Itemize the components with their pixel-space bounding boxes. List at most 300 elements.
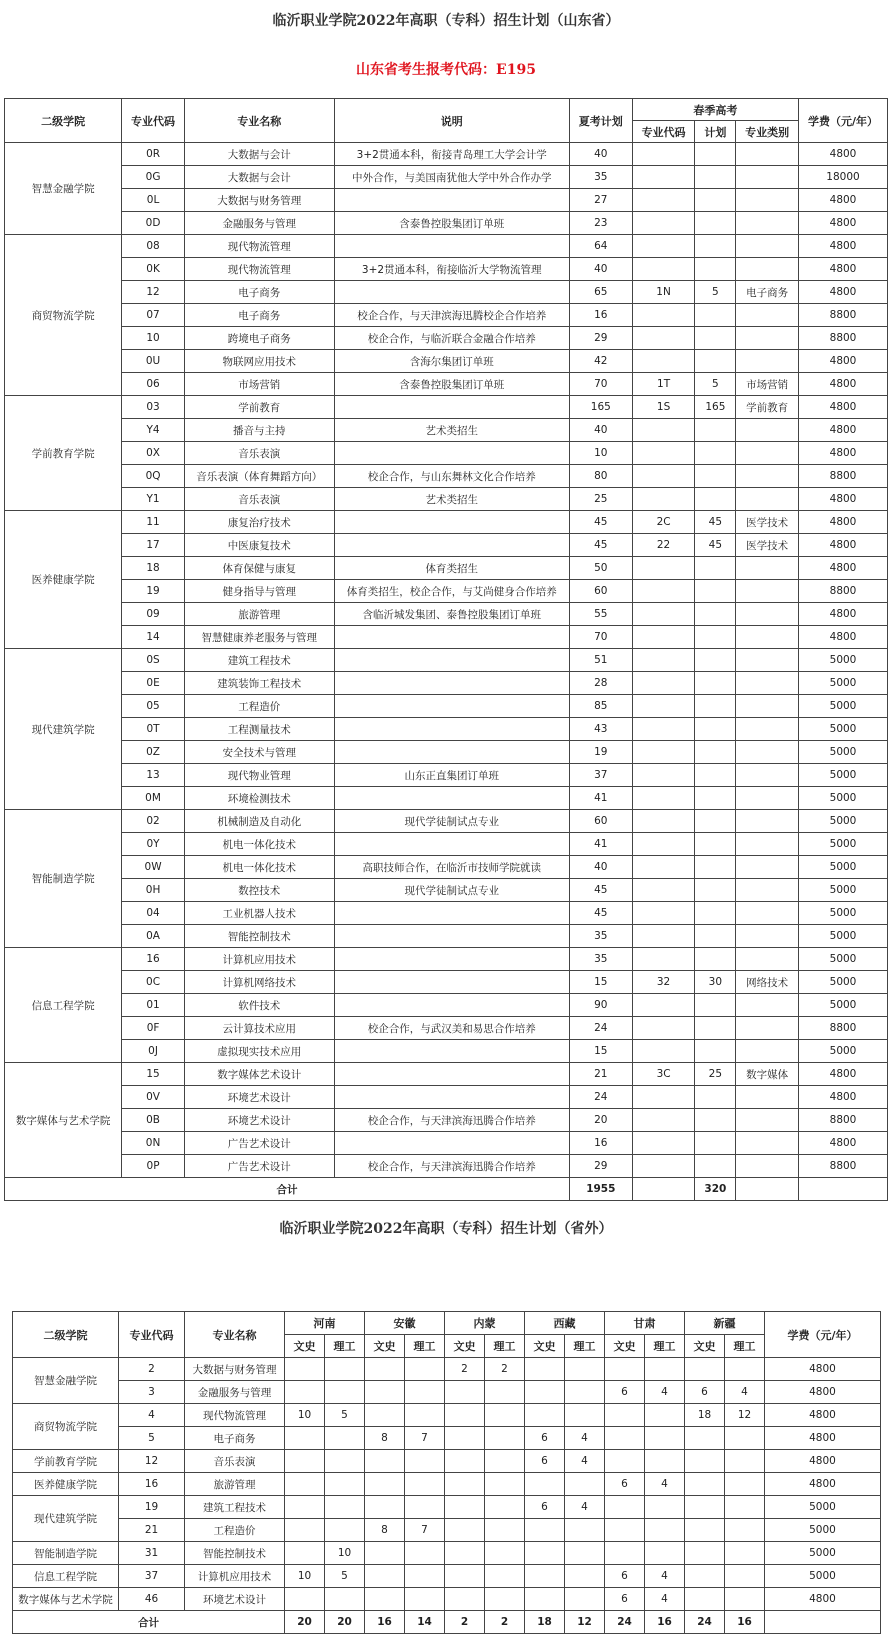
major-name-cell: 物联网应用技术 — [184, 350, 334, 373]
total-quota-cell: 24 — [685, 1611, 725, 1634]
spring-code-cell — [632, 488, 695, 511]
spring-category-cell: 医学技术 — [736, 511, 799, 534]
spring-code-cell — [632, 189, 695, 212]
major-code-cell: 05 — [122, 695, 185, 718]
college-cell: 数字媒体与艺术学院 — [13, 1588, 119, 1611]
quota-cell — [485, 1427, 525, 1450]
quota-cell — [405, 1565, 445, 1588]
quota-cell — [525, 1473, 565, 1496]
summer-plan-cell: 27 — [569, 189, 632, 212]
quota-cell — [405, 1496, 445, 1519]
spring-plan-cell — [695, 1086, 736, 1109]
major-name-cell: 电子商务 — [184, 281, 334, 304]
fee-cell: 4800 — [799, 212, 888, 235]
table-row — [5, 557, 888, 580]
table-row — [5, 833, 888, 856]
fee-cell: 4800 — [765, 1588, 881, 1611]
note-cell: 中外合作，与美国南犹他大学中外合作办学 — [334, 166, 569, 189]
note-cell — [334, 442, 569, 465]
header-spring-exam: 春季高考 — [632, 99, 798, 121]
quota-cell: 5 — [325, 1404, 365, 1427]
table-row — [13, 1496, 881, 1519]
major-code-cell: 0S — [122, 649, 185, 672]
quota-cell: 4 — [645, 1473, 685, 1496]
note-cell — [334, 1040, 569, 1063]
spring-code-cell — [632, 948, 695, 971]
quota-cell — [365, 1588, 405, 1611]
header-college: 二级学院 — [5, 99, 122, 143]
spring-category-cell — [736, 465, 799, 488]
major-code-cell: 0X — [122, 442, 185, 465]
table-row — [5, 143, 888, 166]
quota-cell — [645, 1519, 685, 1542]
quota-cell — [325, 1519, 365, 1542]
note-cell — [334, 902, 569, 925]
note-cell: 3+2贯通本科，衔接青岛理工大学会计学 — [334, 143, 569, 166]
quota-cell — [725, 1565, 765, 1588]
table-row — [5, 235, 888, 258]
major-name-cell: 广告艺术设计 — [184, 1132, 334, 1155]
college-cell: 数字媒体与艺术学院 — [5, 1063, 122, 1178]
major-name-cell: 智慧健康养老服务与管理 — [184, 626, 334, 649]
note-cell: 高职技师合作，在临沂市技师学院就读 — [334, 856, 569, 879]
summer-plan-cell: 70 — [569, 626, 632, 649]
spring-plan-cell — [695, 304, 736, 327]
header2-major: 专业名称 — [185, 1312, 285, 1358]
table-row — [5, 810, 888, 833]
quota-cell — [525, 1404, 565, 1427]
quota-cell — [405, 1542, 445, 1565]
fee-cell: 5000 — [799, 741, 888, 764]
note-cell: 校企合作，与天津滨海迅腾合作培养 — [334, 1155, 569, 1178]
spring-code-cell: 32 — [632, 971, 695, 994]
quota-cell — [325, 1473, 365, 1496]
note-cell — [334, 1086, 569, 1109]
quota-cell: 6 — [525, 1450, 565, 1473]
fee-cell: 4800 — [799, 281, 888, 304]
quota-cell: 18 — [685, 1404, 725, 1427]
spring-code-cell — [632, 603, 695, 626]
major-name-cell: 大数据与会计 — [184, 166, 334, 189]
quota-cell — [405, 1381, 445, 1404]
summer-plan-cell: 35 — [569, 925, 632, 948]
table-row — [5, 327, 888, 350]
major-code-cell: 2 — [119, 1358, 185, 1381]
fee-cell: 4800 — [799, 143, 888, 166]
spring-plan-cell — [695, 465, 736, 488]
major-name-cell: 播音与主持 — [184, 419, 334, 442]
table-row — [5, 879, 888, 902]
quota-cell — [685, 1542, 725, 1565]
note-cell — [334, 235, 569, 258]
note-cell — [334, 1132, 569, 1155]
major-name-cell: 虚拟现实技术应用 — [184, 1040, 334, 1063]
header-summer-plan: 夏考计划 — [569, 99, 632, 143]
quota-cell — [725, 1473, 765, 1496]
fee-cell: 4800 — [799, 442, 888, 465]
quota-cell: 6 — [605, 1588, 645, 1611]
major-code-cell: 0F — [122, 1017, 185, 1040]
college-cell: 商贸物流学院 — [13, 1404, 119, 1450]
table-row — [5, 1017, 888, 1040]
table-row — [5, 189, 888, 212]
quota-cell — [365, 1358, 405, 1381]
note-cell — [334, 626, 569, 649]
major-code-cell: 03 — [122, 396, 185, 419]
quota-cell: 4 — [645, 1565, 685, 1588]
spring-category-cell — [736, 948, 799, 971]
quota-cell: 2 — [445, 1358, 485, 1381]
other-provinces-plan-body — [13, 1358, 881, 1634]
quota-cell — [685, 1519, 725, 1542]
spring-category-cell — [736, 810, 799, 833]
quota-cell — [685, 1450, 725, 1473]
total-quota-cell: 14 — [405, 1611, 445, 1634]
quota-cell: 5 — [325, 1565, 365, 1588]
fee-cell: 5000 — [799, 787, 888, 810]
spring-plan-cell — [695, 879, 736, 902]
table-row — [5, 902, 888, 925]
header-major: 专业名称 — [184, 99, 334, 143]
page-title-other-provinces: 临沂职业学院2022年高职（专科）招生计划（省外） — [279, 1221, 613, 1237]
quota-cell — [565, 1473, 605, 1496]
fee-cell: 4800 — [799, 235, 888, 258]
header2-province-henan: 河南 — [285, 1312, 365, 1335]
major-code-cell: 16 — [122, 948, 185, 971]
spring-code-cell — [632, 649, 695, 672]
major-name-cell: 音乐表演 — [185, 1450, 285, 1473]
quota-cell — [525, 1542, 565, 1565]
spring-code-cell — [632, 166, 695, 189]
fee-cell: 4800 — [765, 1381, 881, 1404]
note-cell — [334, 672, 569, 695]
major-name-cell: 现代物流管理 — [184, 258, 334, 281]
spring-plan-cell: 5 — [695, 281, 736, 304]
spring-category-cell — [736, 442, 799, 465]
spring-plan-cell — [695, 787, 736, 810]
quota-cell — [565, 1404, 605, 1427]
major-code-cell: 0C — [122, 971, 185, 994]
major-code-cell: 0N — [122, 1132, 185, 1155]
quota-cell — [365, 1496, 405, 1519]
spring-category-cell — [736, 718, 799, 741]
fee-cell: 4800 — [799, 1063, 888, 1086]
major-name-cell: 电子商务 — [185, 1427, 285, 1450]
spring-code-cell — [632, 465, 695, 488]
total-quota-cell: 16 — [645, 1611, 685, 1634]
spring-code-cell — [632, 810, 695, 833]
table-row — [5, 994, 888, 1017]
quota-cell — [525, 1565, 565, 1588]
total-label: 合计 — [13, 1611, 285, 1634]
fee-cell: 8800 — [799, 1109, 888, 1132]
fee-cell: 4800 — [765, 1450, 881, 1473]
major-code-cell: Y4 — [122, 419, 185, 442]
table-row — [5, 419, 888, 442]
table-row — [5, 764, 888, 787]
fee-cell: 4800 — [799, 189, 888, 212]
quota-cell — [725, 1542, 765, 1565]
spring-code-cell: 3C — [632, 1063, 695, 1086]
note-cell: 体育类招生 — [334, 557, 569, 580]
header-code: 专业代码 — [122, 99, 185, 143]
header2-li: 理工 — [325, 1335, 365, 1358]
spring-plan-cell — [695, 856, 736, 879]
major-name-cell: 电子商务 — [184, 304, 334, 327]
spring-plan-cell — [695, 948, 736, 971]
fee-cell: 4800 — [799, 534, 888, 557]
fee-cell: 5000 — [799, 879, 888, 902]
fee-cell: 4800 — [765, 1473, 881, 1496]
note-cell — [334, 718, 569, 741]
note-cell: 现代学徒制试点专业 — [334, 879, 569, 902]
total-spring-plan: 320 — [695, 1178, 736, 1201]
header2-wen: 文史 — [445, 1335, 485, 1358]
spring-plan-cell — [695, 764, 736, 787]
spring-code-cell — [632, 1109, 695, 1132]
quota-cell — [605, 1404, 645, 1427]
fee-cell: 8800 — [799, 327, 888, 350]
spring-category-cell — [736, 557, 799, 580]
summer-plan-cell: 55 — [569, 603, 632, 626]
major-name-cell: 安全技术与管理 — [184, 741, 334, 764]
quota-cell — [365, 1381, 405, 1404]
summer-plan-cell: 45 — [569, 879, 632, 902]
quota-cell: 4 — [565, 1496, 605, 1519]
summer-plan-cell: 51 — [569, 649, 632, 672]
spring-code-cell: 22 — [632, 534, 695, 557]
spring-category-cell — [736, 1017, 799, 1040]
summer-plan-cell: 60 — [569, 580, 632, 603]
quota-cell — [645, 1450, 685, 1473]
fee-cell: 8800 — [799, 304, 888, 327]
quota-cell — [605, 1358, 645, 1381]
quota-cell — [325, 1496, 365, 1519]
spring-code-cell — [632, 580, 695, 603]
major-code-cell: 01 — [122, 994, 185, 1017]
major-code-cell: 0E — [122, 672, 185, 695]
quota-cell — [525, 1381, 565, 1404]
header2-code: 专业代码 — [119, 1312, 185, 1358]
quota-cell — [685, 1473, 725, 1496]
spring-plan-cell — [695, 1132, 736, 1155]
quota-cell — [605, 1450, 645, 1473]
spring-category-cell: 数字媒体 — [736, 1063, 799, 1086]
spring-category-cell — [736, 1040, 799, 1063]
quota-cell — [405, 1404, 445, 1427]
header2-college: 二级学院 — [13, 1312, 119, 1358]
header-spring-category: 专业类别 — [736, 121, 799, 143]
spring-category-cell — [736, 143, 799, 166]
table-row — [5, 695, 888, 718]
total-fee — [799, 1178, 888, 1201]
quota-cell — [485, 1588, 525, 1611]
spring-plan-cell — [695, 212, 736, 235]
quota-cell: 6 — [605, 1473, 645, 1496]
spring-category-cell — [736, 1155, 799, 1178]
major-name-cell: 智能控制技术 — [184, 925, 334, 948]
summer-plan-cell: 35 — [569, 166, 632, 189]
total-quota-cell: 16 — [365, 1611, 405, 1634]
spring-plan-cell — [695, 649, 736, 672]
spring-plan-cell — [695, 189, 736, 212]
quota-cell — [485, 1542, 525, 1565]
note-cell — [334, 971, 569, 994]
major-code-cell: 08 — [122, 235, 185, 258]
quota-cell — [565, 1542, 605, 1565]
spring-category-cell — [736, 741, 799, 764]
summer-plan-cell: 41 — [569, 833, 632, 856]
quota-cell — [485, 1404, 525, 1427]
major-code-cell: 04 — [122, 902, 185, 925]
quota-cell — [445, 1473, 485, 1496]
quota-cell — [685, 1358, 725, 1381]
quota-cell — [605, 1427, 645, 1450]
major-code-cell: 10 — [122, 327, 185, 350]
fee-cell: 5000 — [799, 948, 888, 971]
header-note: 说明 — [334, 99, 569, 143]
major-code-cell: 12 — [122, 281, 185, 304]
quota-cell — [485, 1519, 525, 1542]
fee-cell: 5000 — [765, 1542, 881, 1565]
total-quota-cell: 2 — [485, 1611, 525, 1634]
fee-cell: 5000 — [799, 649, 888, 672]
spring-category-cell — [736, 166, 799, 189]
spring-code-cell: 2C — [632, 511, 695, 534]
major-name-cell: 康复治疗技术 — [184, 511, 334, 534]
quota-cell: 6 — [525, 1496, 565, 1519]
summer-plan-cell: 15 — [569, 971, 632, 994]
header2-li: 理工 — [725, 1335, 765, 1358]
spring-category-cell: 电子商务 — [736, 281, 799, 304]
quota-cell — [325, 1381, 365, 1404]
fee-cell: 5000 — [799, 764, 888, 787]
spring-code-cell — [632, 1017, 695, 1040]
major-name-cell: 建筑工程技术 — [184, 649, 334, 672]
summer-plan-cell: 37 — [569, 764, 632, 787]
spring-category-cell — [736, 189, 799, 212]
college-cell: 商贸物流学院 — [5, 235, 122, 396]
note-cell — [334, 925, 569, 948]
summer-plan-cell: 15 — [569, 1040, 632, 1063]
spring-code-cell — [632, 925, 695, 948]
fee-cell: 5000 — [765, 1565, 881, 1588]
header2-province-anhui: 安徽 — [365, 1312, 445, 1335]
summer-plan-cell: 64 — [569, 235, 632, 258]
spring-code-cell — [632, 419, 695, 442]
fee-cell: 8800 — [799, 1155, 888, 1178]
major-name-cell: 跨境电子商务 — [184, 327, 334, 350]
note-cell — [334, 649, 569, 672]
quota-cell — [725, 1358, 765, 1381]
quota-cell — [365, 1450, 405, 1473]
major-code-cell: 3 — [119, 1381, 185, 1404]
table-row — [5, 856, 888, 879]
fee-cell: 5000 — [765, 1519, 881, 1542]
spring-category-cell — [736, 212, 799, 235]
summer-plan-cell: 20 — [569, 1109, 632, 1132]
table-row — [5, 442, 888, 465]
note-cell — [334, 994, 569, 1017]
major-name-cell: 工程造价 — [184, 695, 334, 718]
quota-cell — [325, 1427, 365, 1450]
note-cell — [334, 511, 569, 534]
summer-plan-cell: 29 — [569, 327, 632, 350]
note-cell: 含泰鲁控股集团订单班 — [334, 373, 569, 396]
total-label: 合计 — [5, 1178, 570, 1201]
fee-cell: 4800 — [765, 1358, 881, 1381]
spring-code-cell — [632, 695, 695, 718]
spring-category-cell: 医学技术 — [736, 534, 799, 557]
table-row — [5, 396, 888, 419]
spring-code-cell — [632, 143, 695, 166]
major-name-cell: 学前教育 — [184, 396, 334, 419]
spring-plan-cell — [695, 327, 736, 350]
other-provinces-plan-table — [12, 1311, 881, 1634]
spring-plan-cell — [695, 626, 736, 649]
fee-cell: 18000 — [799, 166, 888, 189]
table-row — [5, 166, 888, 189]
spring-plan-cell — [695, 603, 736, 626]
spring-category-cell — [736, 1109, 799, 1132]
major-name-cell: 音乐表演（体育舞蹈方向） — [184, 465, 334, 488]
spring-category-cell — [736, 304, 799, 327]
shandong-plan-table — [4, 98, 888, 1201]
quota-cell — [445, 1588, 485, 1611]
header2-province-neimeng: 内蒙 — [445, 1312, 525, 1335]
quota-cell — [565, 1588, 605, 1611]
quota-cell — [525, 1519, 565, 1542]
summer-plan-cell: 16 — [569, 1132, 632, 1155]
major-code-cell: 09 — [122, 603, 185, 626]
spring-code-cell — [632, 1040, 695, 1063]
major-name-cell: 大数据与财务管理 — [184, 189, 334, 212]
major-name-cell: 旅游管理 — [184, 603, 334, 626]
major-code-cell: 37 — [119, 1565, 185, 1588]
major-name-cell: 金融服务与管理 — [185, 1381, 285, 1404]
fee-cell: 5000 — [799, 902, 888, 925]
major-name-cell: 现代物业管理 — [184, 764, 334, 787]
quota-cell — [285, 1496, 325, 1519]
quota-cell — [285, 1542, 325, 1565]
fee-cell: 5000 — [799, 672, 888, 695]
header2-li: 理工 — [565, 1335, 605, 1358]
major-code-cell: 46 — [119, 1588, 185, 1611]
fee-cell: 5000 — [799, 925, 888, 948]
major-name-cell: 数字媒体艺术设计 — [184, 1063, 334, 1086]
quota-cell — [725, 1519, 765, 1542]
quota-cell: 10 — [285, 1404, 325, 1427]
fee-cell: 4800 — [765, 1427, 881, 1450]
summer-plan-cell: 45 — [569, 902, 632, 925]
quota-cell: 2 — [485, 1358, 525, 1381]
quota-cell — [445, 1542, 485, 1565]
spring-plan-cell — [695, 580, 736, 603]
table-row — [5, 373, 888, 396]
fee-cell: 8800 — [799, 465, 888, 488]
fee-cell: 4800 — [799, 557, 888, 580]
major-code-cell: 0G — [122, 166, 185, 189]
major-name-cell: 计算机网络技术 — [184, 971, 334, 994]
table-row — [13, 1427, 881, 1450]
exam-code-subtitle: 山东省考生报考代码：E195 — [356, 62, 536, 78]
summer-plan-cell: 23 — [569, 212, 632, 235]
college-cell: 现代建筑学院 — [13, 1496, 119, 1542]
college-cell: 医养健康学院 — [5, 511, 122, 649]
major-name-cell: 机械制造及自动化 — [184, 810, 334, 833]
note-cell — [334, 787, 569, 810]
quota-cell — [565, 1381, 605, 1404]
